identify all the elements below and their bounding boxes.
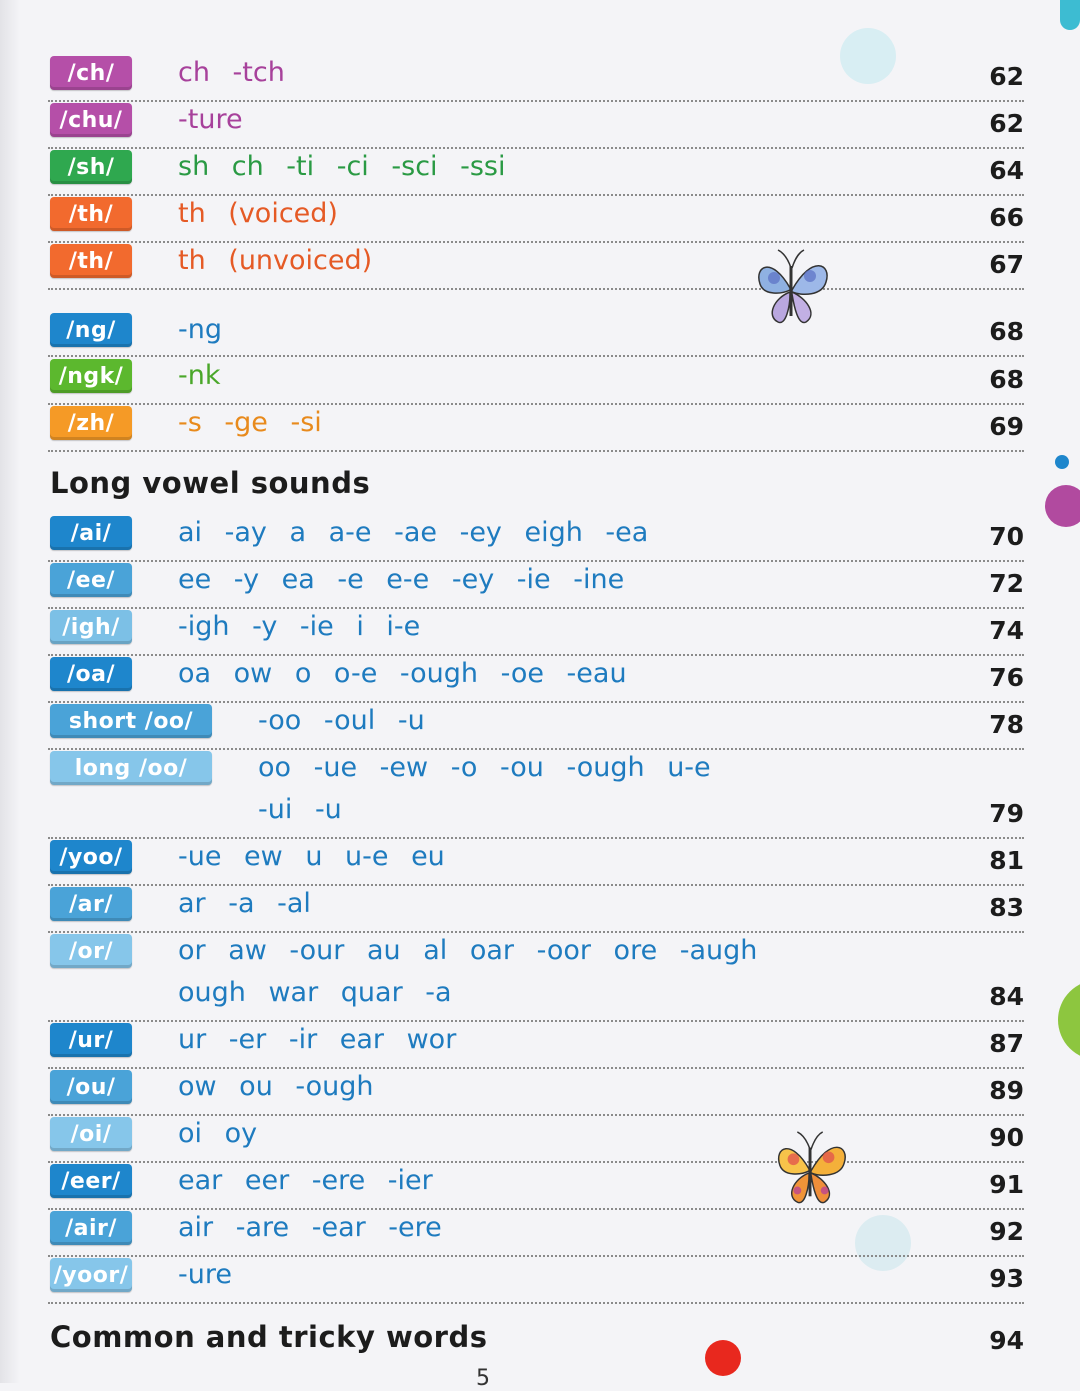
decor-circle xyxy=(0,0,20,1383)
decor-circle xyxy=(1058,980,1080,1060)
spellings-text: th (unvoiced) xyxy=(178,245,373,276)
contents-row xyxy=(48,101,1024,149)
page-number: 76 xyxy=(989,663,1024,692)
page-number: 62 xyxy=(989,62,1024,91)
page-number: 83 xyxy=(989,893,1024,922)
sound-badge: /ur/ xyxy=(50,1023,132,1057)
page-number: 68 xyxy=(989,365,1024,394)
contents-row xyxy=(48,749,1024,839)
sound-badge: long /oo/ xyxy=(50,751,212,785)
sound-badge: /igh/ xyxy=(50,610,132,644)
page-number: 79 xyxy=(989,799,1024,828)
spellings-text: -nk xyxy=(178,360,221,391)
page-number: 64 xyxy=(989,156,1024,185)
contents-row xyxy=(48,357,1024,405)
spellings-text: -igh -y -ie i i-e xyxy=(178,611,421,642)
sound-badge: /ai/ xyxy=(50,516,132,550)
page-number: 90 xyxy=(989,1123,1024,1152)
decor-circle xyxy=(1060,0,1080,30)
spellings-text: -ng xyxy=(178,314,222,345)
sound-badge: /oa/ xyxy=(50,657,132,691)
sound-badge: /ee/ xyxy=(50,563,132,597)
sound-badge: /sh/ xyxy=(50,150,132,184)
page-number: 72 xyxy=(989,569,1024,598)
page-number: 78 xyxy=(989,710,1024,739)
spellings-text: ai -ay a a-e -ae -ey eigh -ea xyxy=(178,517,649,548)
contents-row xyxy=(48,561,1024,609)
contents-row xyxy=(48,242,1024,290)
contents-row xyxy=(48,885,1024,933)
spellings-text: -s -ge -si xyxy=(178,407,322,438)
contents-row xyxy=(48,1209,1024,1257)
sound-badge: /chu/ xyxy=(50,103,132,137)
contents-row xyxy=(48,702,1024,750)
contents-row xyxy=(48,1068,1024,1116)
page-number: 81 xyxy=(989,846,1024,875)
contents-row xyxy=(48,148,1024,196)
contents-row xyxy=(48,838,1024,886)
contents-row xyxy=(48,514,1024,562)
contents-row xyxy=(48,608,1024,656)
spellings-text: ur -er -ir ear wor xyxy=(178,1024,457,1055)
page-number: 92 xyxy=(989,1217,1024,1246)
sound-badge: /oi/ xyxy=(50,1117,132,1151)
page-number: 84 xyxy=(989,982,1024,1011)
sound-badge: /ng/ xyxy=(50,313,132,347)
page-number: 93 xyxy=(989,1264,1024,1293)
spellings-text: sh ch -ti -ci -sci -ssi xyxy=(178,151,506,182)
contents-row xyxy=(48,195,1024,243)
spellings-text: -ue ew u u-e eu xyxy=(178,841,445,872)
contents-row xyxy=(48,54,1024,102)
sound-badge: /air/ xyxy=(50,1211,132,1245)
sound-badge: /zh/ xyxy=(50,406,132,440)
page-number: 91 xyxy=(989,1170,1024,1199)
spellings-text: ear eer -ere -ier xyxy=(178,1165,433,1196)
sound-badge: /ch/ xyxy=(50,56,132,90)
tricky-words-row xyxy=(48,1318,1024,1358)
contents-row xyxy=(48,311,1024,357)
spellings-text: or aw -our au al oar -oor ore -augh xyxy=(178,935,758,966)
tricky-words-heading: Common and tricky words xyxy=(50,1320,488,1354)
spellings-text: ow ou -ough xyxy=(178,1071,374,1102)
sound-badge: /th/ xyxy=(50,244,132,278)
butterfly-icon xyxy=(772,1128,850,1210)
contents-row xyxy=(48,404,1024,452)
contents-row xyxy=(48,655,1024,703)
spellings-text: -ure xyxy=(178,1259,232,1290)
spellings-text: oi oy xyxy=(178,1118,258,1149)
spellings-text: oo -ue -ew -o -ou -ough u-e xyxy=(258,752,711,783)
sound-badge: /eer/ xyxy=(50,1164,132,1198)
spellings-text: oa ow o o-e -ough -oe -eau xyxy=(178,658,627,689)
decor-circle xyxy=(1055,455,1069,469)
page-number: 74 xyxy=(989,616,1024,645)
page-number: 66 xyxy=(989,203,1024,232)
contents-row xyxy=(48,1115,1024,1163)
page-number: 67 xyxy=(989,250,1024,279)
sound-badge: /ar/ xyxy=(50,887,132,921)
decor-circle xyxy=(1045,485,1080,527)
contents-row xyxy=(48,932,1024,1022)
contents-row xyxy=(48,1021,1024,1069)
page-number: 87 xyxy=(989,1029,1024,1058)
sound-badge: /th/ xyxy=(50,197,132,231)
spellings-text: ar -a -al xyxy=(178,888,311,919)
sound-badge: short /oo/ xyxy=(50,704,212,738)
sound-badge: /ngk/ xyxy=(50,359,132,393)
page-number: 68 xyxy=(989,317,1024,346)
spellings-text: -ture xyxy=(178,104,243,135)
spellings-text: ch -tch xyxy=(178,57,285,88)
spellings-text: -oo -oul -u xyxy=(258,705,425,736)
butterfly-icon xyxy=(752,246,832,330)
sound-badge: /or/ xyxy=(50,934,132,968)
contents-row xyxy=(48,1256,1024,1304)
footer-page-marker: 5 xyxy=(476,1366,490,1391)
page-number: 89 xyxy=(989,1076,1024,1105)
sound-badge: /yoor/ xyxy=(50,1258,132,1292)
spellings-text-continued: ough war quar -a xyxy=(178,977,452,1008)
page-number: 62 xyxy=(989,109,1024,138)
contents-row xyxy=(48,1162,1024,1210)
sound-badge: /ou/ xyxy=(50,1070,132,1104)
page-number: 69 xyxy=(989,412,1024,441)
page-number: 94 xyxy=(989,1326,1024,1355)
long-vowel-heading: Long vowel sounds xyxy=(50,466,371,500)
spellings-text: air -are -ear -ere xyxy=(178,1212,442,1243)
spellings-text: ee -y ea -e e-e -ey -ie -ine xyxy=(178,564,625,595)
page-number: 70 xyxy=(989,522,1024,551)
sound-badge: /yoo/ xyxy=(50,840,132,874)
spellings-text: th (voiced) xyxy=(178,198,338,229)
spellings-text-continued: -ui -u xyxy=(258,794,342,825)
